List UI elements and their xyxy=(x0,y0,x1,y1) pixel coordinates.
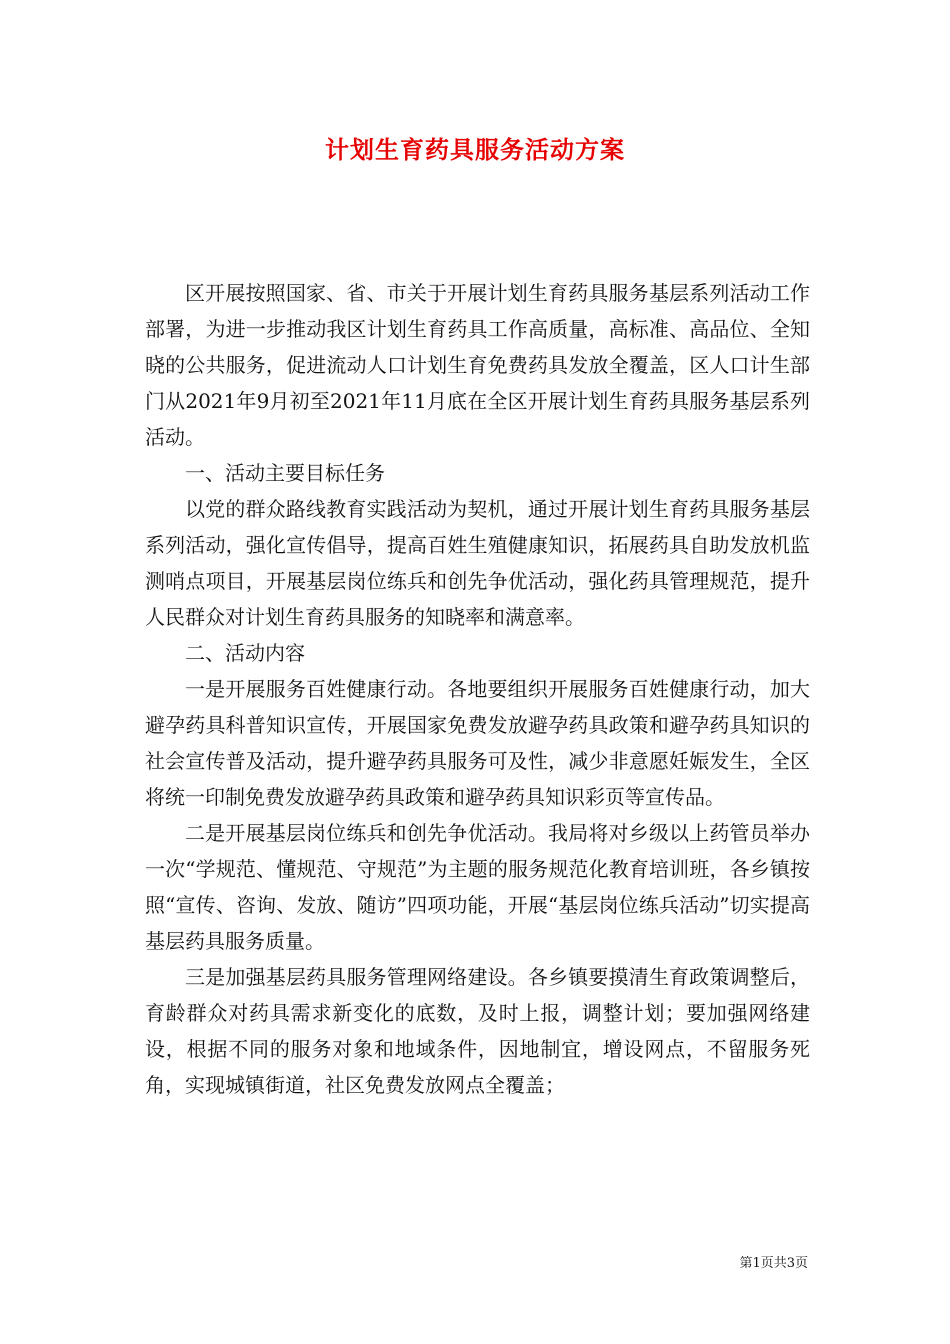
paragraph-item-3: 三是加强基层药具服务管理网络建设。各乡镇要摸清生育政策调整后，育龄群众对药具需求新变化的底数，及时上报，调整计划；要加强网络建设，根据不同的服务对象和地域条件，因地制宜，增设网点，不留服务死角，实现城镇街道，社区免费发放网点全覆盖； xyxy=(145,965,810,1097)
paragraph-item-1: 一是开展服务百姓健康行动。各地要组织开展服务百姓健康行动，加大避孕药具科普知识宣传，开展国家免费发放避孕药具政策和避孕药具知识的社会宣传普及活动，提升避孕药具服务可及性，减少非意愿妊娠发生，全区将统一印制免费发放避孕药具政策和避孕药具知识彩页等宣传品。 xyxy=(145,677,810,809)
document-title: 计划生育药具服务活动方案 xyxy=(325,135,625,164)
paragraph-goals: 以党的群众路线教育实践活动为契机，通过开展计划生育药具服务基层系列活动，强化宣传倡导，提高百姓生殖健康知识，拓展药具自助发放机监测哨点项目，开展基层岗位练兵和创先争优活动，强化药具管理规范，提升人民群众对计划生育药具服务的知晓率和满意率。 xyxy=(145,497,810,629)
section-heading-content: 二、活动内容 xyxy=(185,641,305,665)
section-heading-goals: 一、活动主要目标任务 xyxy=(185,461,385,485)
paragraph-item-2: 二是开展基层岗位练兵和创先争优活动。我局将对乡级以上药管员举办一次“学规范、懂规范、守规范”为主题的服务规范化教育培训班，各乡镇按照“宣传、咨询、发放、随访”四项功能，开展“基层岗位练兵活动”切实提高基层药具服务质量。 xyxy=(145,821,810,953)
document-body xyxy=(145,275,810,1103)
paragraph-intro: 区开展按照国家、省、市关于开展计划生育药具服务基层系列活动工作部署，为进一步推动我区计划生育药具工作高质量，高标准、高品位、全知晓的公共服务，促进流动人口计划生育免费药具发放全覆盖，区人口计生部门从2021年9月初至2021年11月底在全区开展计划生育药具服务基层系列活动。 xyxy=(145,281,810,449)
page-number-footer: 第1页共3页 xyxy=(739,1256,808,1271)
